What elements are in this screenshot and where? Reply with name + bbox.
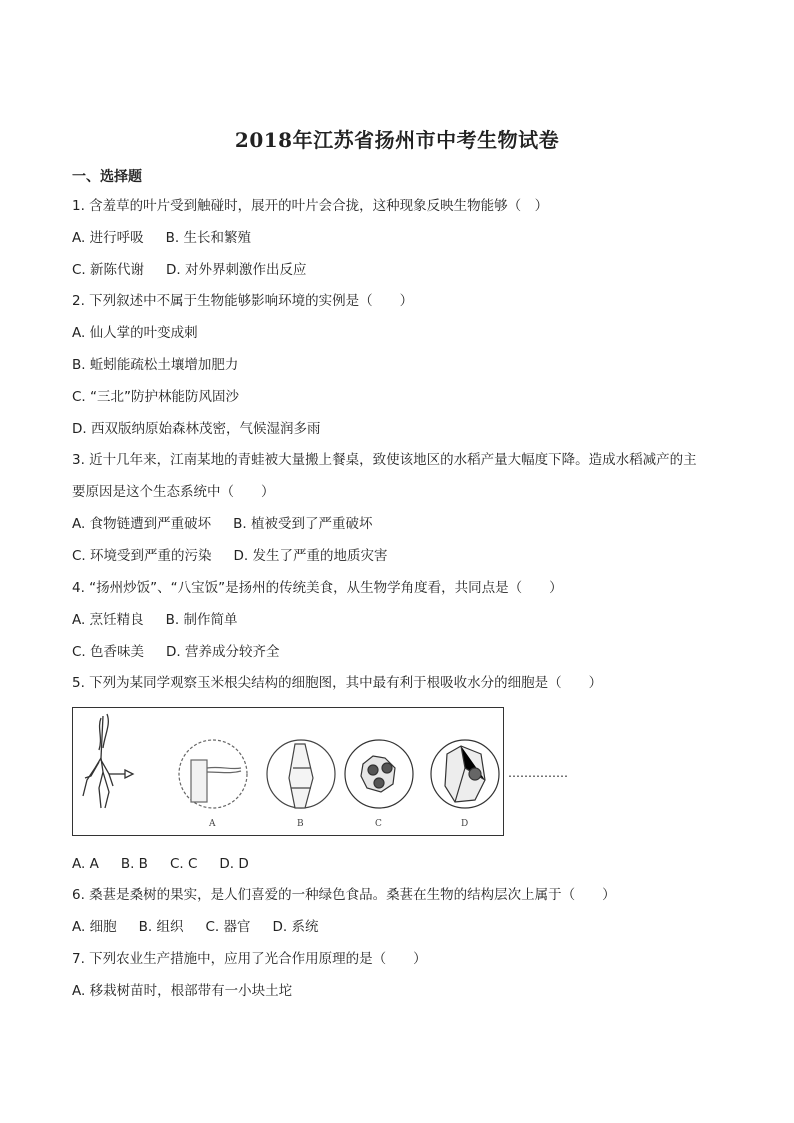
question-3-stem-line-1: 3. 近十几年来，江南某地的青蛙被大量搬上餐桌，致使该地区的水稻产量大幅度下降。造成水稻减产的主 [72, 452, 697, 468]
option-b: B. 生长和繁殖 [165, 230, 251, 246]
option-c: C. 色香味美 [72, 644, 145, 660]
question-1-options-row-2 [72, 261, 307, 279]
question-2-stem: 2. 下列叙述中不属于生物能够影响环境的实例是（ ） [72, 293, 414, 309]
option-b: B. 植被受到了严重破坏 [233, 516, 373, 532]
option-a: A. 细胞 [72, 919, 117, 935]
figure-trailing-dots: …………… [508, 766, 568, 780]
option-b: B. 蚯蚓能疏松土壤增加肥力 [72, 357, 239, 373]
option-a: A. 仙人掌的叶变成刺 [72, 325, 198, 341]
option-c: C. “三北”防护林能防风固沙 [72, 389, 239, 405]
option-d: D. 系统 [272, 919, 319, 935]
cell-c-drawing [345, 740, 413, 808]
root-tip-cell-figure [72, 707, 504, 836]
question-3-stem-line-2: 要原因是这个生态系统中（ ） [72, 484, 275, 500]
question-6-stem: 6. 桑葚是桑树的果实，是人们喜爱的一种绿色食品。桑葚在生物的结构层次上属于（ ） [72, 887, 616, 903]
question-4-options-row-2 [72, 643, 280, 661]
root-tip-illustration [73, 708, 503, 835]
option-d: D. 营养成分较齐全 [166, 644, 280, 660]
question-4-stem: 4. “扬州炒饭”、“八宝饭”是扬州的传统美食，从生物学角度看，共同点是（ ） [72, 580, 563, 596]
question-4-options-row-1 [72, 611, 237, 629]
option-d: D. D [219, 856, 249, 872]
figure-label-d: D [461, 819, 469, 829]
cell-b-drawing [267, 740, 335, 808]
question-6-options [72, 918, 318, 936]
option-d: D. 西双版纳原始森林茂密，气候湿润多雨 [72, 421, 321, 437]
option-a: A. 进行呼吸 [72, 230, 144, 246]
question-3-options-row-1 [72, 515, 372, 533]
option-a: A. 移栽树苗时，根部带有一小块土坨 [72, 983, 293, 999]
figure-label-c: C [375, 819, 382, 829]
option-b: B. B [120, 856, 148, 872]
question-5-options [72, 855, 249, 873]
option-b: B. 组织 [138, 919, 184, 935]
corn-seedling-drawing [83, 714, 133, 808]
option-d: D. 对外界刺激作出反应 [166, 262, 307, 278]
option-c: C. 新陈代谢 [72, 262, 145, 278]
question-1-stem: 1. 含羞草的叶片受到触碰时，展开的叶片会合拢，这种现象反映生物能够（ ） [72, 198, 549, 214]
figure-label-a: A [209, 819, 216, 829]
cell-a-drawing [179, 740, 247, 808]
option-a: A. 烹饪精良 [72, 612, 144, 628]
option-d: D. 发生了严重的地质灾害 [233, 548, 388, 564]
cell-d-drawing [431, 740, 499, 808]
question-5-stem: 5. 下列为某同学观察玉米根尖结构的细胞图，其中最有利于根吸收水分的细胞是（ ） [72, 675, 603, 691]
question-3-options-row-2 [72, 547, 388, 565]
page-title: 2018年江苏省扬州市中考生物试卷 [234, 128, 560, 152]
option-b: B. 制作简单 [165, 612, 238, 628]
option-c: C. 环境受到严重的污染 [72, 548, 212, 564]
option-a: A. 食物链遭到严重破坏 [72, 516, 212, 532]
question-1-options-row-1 [72, 229, 251, 247]
figure-label-b: B [297, 819, 304, 829]
option-c: C. C [169, 856, 198, 872]
option-a: A. A [72, 856, 99, 872]
section-heading: 一、选择题 [72, 169, 142, 185]
option-c: C. 器官 [205, 919, 251, 935]
question-7-stem: 7. 下列农业生产措施中，应用了光合作用原理的是（ ） [72, 951, 427, 967]
